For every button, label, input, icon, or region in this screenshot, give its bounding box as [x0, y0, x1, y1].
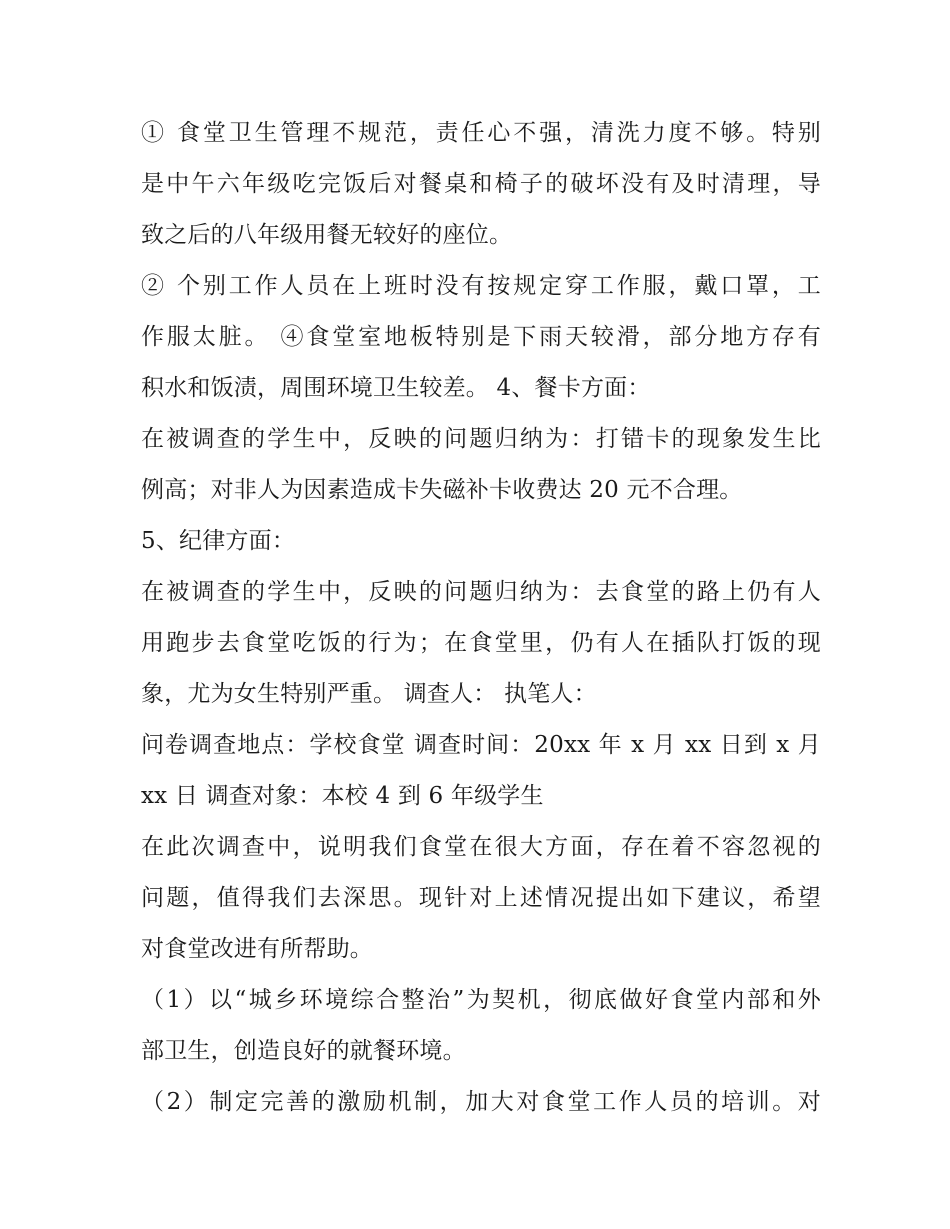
text-line-1: ① 食堂卫生管理不规范，责任心不强，清洗力度不够。特别 — [141, 120, 821, 146]
text-line-8: 例高；对非人为因素造成卡失磁补卡收费达 20 元不合理。 — [141, 477, 743, 503]
text-line-14: xx 日 调查对象：本校 4 到 6 年级学生 — [141, 783, 544, 809]
text-line-20: （2）制定完善的激励机制，加大对食堂工作人员的培训。对 — [141, 1089, 821, 1115]
text-line-17: 对食堂改进有所帮助。 — [141, 936, 373, 962]
text-line-12: 象，尤为女生特别严重。 调查人： 执笔人： — [141, 681, 597, 707]
text-line-19: 部卫生，创造良好的就餐环境。 — [141, 1038, 466, 1064]
text-line-11: 用跑步去食堂吃饭的行为；在食堂里，仍有人在插队打饭的现 — [141, 630, 821, 656]
text-line-10: 在被调查的学生中，反映的问题归纳为：去食堂的路上仍有人 — [141, 579, 821, 605]
text-line-16: 问题，值得我们去深思。现针对上述情况提出如下建议，希望 — [141, 885, 821, 911]
document-body — [141, 108, 821, 1128]
text-line-18: （1）以“城乡环境综合整治”为契机，彻底做好食堂内部和外 — [141, 987, 821, 1013]
text-line-13: 问卷调查地点：学校食堂 调查时间：20xx 年 x 月 xx 日到 x 月 — [141, 732, 821, 758]
text-line-3: 致之后的八年级用餐无较好的座位。 — [141, 222, 513, 248]
text-line-7: 在被调查的学生中，反映的问题归纳为：打错卡的现象发生比 — [141, 426, 821, 452]
section-heading-discipline: 5、纪律方面： — [141, 528, 296, 554]
text-line-15: 在此次调查中，说明我们食堂在很大方面，存在着不容忽视的 — [141, 834, 821, 860]
text-line-6: 积水和饭渍，周围环境卫生较差。 4、餐卡方面： — [141, 375, 651, 401]
text-line-5: 作服太脏。 ④食堂室地板特别是下雨天较滑，部分地方存有 — [141, 324, 821, 350]
text-line-2: 是中午六年级吃完饭后对餐桌和椅子的破坏没有及时清理，导 — [141, 171, 821, 197]
text-line-4: ② 个别工作人员在上班时没有按规定穿工作服，戴口罩，工 — [141, 273, 821, 299]
